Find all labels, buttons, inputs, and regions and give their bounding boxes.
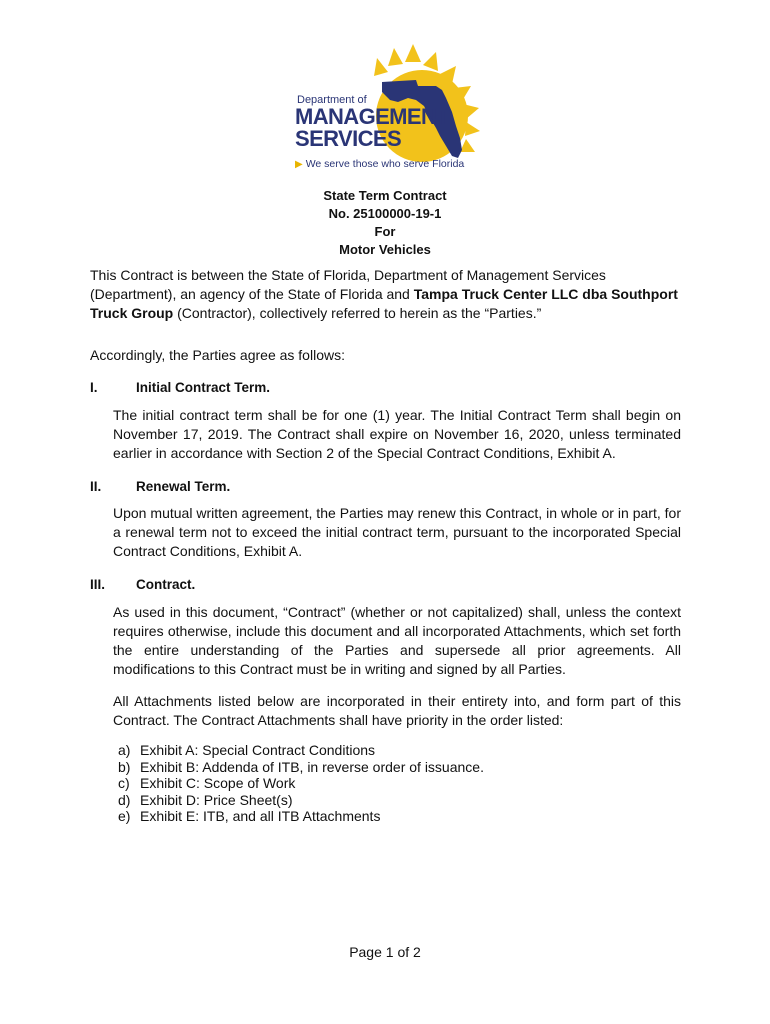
section-3-body: As used in this document, “Contract” (whether or not capitalized) shall, unless the context requires otherwise, include this document and all incorporated Attachments, which set forth the entire understanding of the Parties and supersede all prior agreements. All modifications to this Contract must be in writing and signed by all Parties. xyxy=(113,604,681,677)
list-item xyxy=(118,759,484,776)
section-2-number: II. xyxy=(90,479,102,494)
intro-after: (Contractor), collectively referred to herein as the “Parties.” xyxy=(173,305,542,321)
intro-paragraph xyxy=(90,266,685,323)
title-line-3: For xyxy=(374,224,396,239)
section-2-body: Upon mutual written agreement, the Parties may renew this Contract, in whole or in part, for a renewal term not to exceed the initial contract term, pursuant to the incorporated Special Contract Conditions, Exhibit A. xyxy=(113,505,681,559)
list-item-letter: e) xyxy=(118,808,131,824)
list-item xyxy=(118,775,484,792)
list-item xyxy=(118,742,484,759)
list-item-text: Exhibit D: Price Sheet(s) xyxy=(140,791,293,808)
list-item-letter: b) xyxy=(118,758,131,775)
document-title xyxy=(0,187,770,259)
logo-tagline xyxy=(295,158,464,170)
tagline-text: We serve those who serve Florida xyxy=(305,158,465,170)
logo-line-department: Department of xyxy=(297,94,367,106)
list-item-text: Exhibit A: Special Contract Conditions xyxy=(140,742,376,758)
play-arrow-icon: ▶ xyxy=(295,159,303,170)
section-3-number: III. xyxy=(90,577,106,592)
title-line-1: State Term Contract xyxy=(323,188,447,203)
logo-line-management: MANAGEMENT xyxy=(295,104,450,129)
contractor-name: Tampa Truck Center LLC dba Southport Truck Group xyxy=(90,286,678,321)
list-item-letter: a) xyxy=(118,742,131,758)
dms-logo xyxy=(290,42,500,176)
list-item-text: Exhibit C: Scope of Work xyxy=(140,775,296,791)
list-item-text: Exhibit B: Addenda of ITB, in reverse order of issuance. xyxy=(140,758,484,775)
list-item xyxy=(118,808,484,825)
attachments-list xyxy=(118,742,484,825)
title-line-2: No. 25100000-19-1 xyxy=(328,206,442,221)
list-item-letter: d) xyxy=(118,791,131,808)
section-3-heading: Contract. xyxy=(136,577,196,592)
section-1-heading: Initial Contract Term. xyxy=(136,380,271,395)
list-item-text: Exhibit E: ITB, and all ITB Attachments xyxy=(140,808,381,824)
section-1-body: The initial contract term shall be for one (1) year. The Initial Contract Term shall begin on November 17, 2019. The Contract shall expire on November 16, 2020, unless terminated earlier in accordance with Section 2 of the Special Contract Conditions, Exhibit A. xyxy=(113,407,681,461)
title-line-4: Motor Vehicles xyxy=(339,242,431,257)
section-1-number: I. xyxy=(90,380,98,395)
page-number: Page 1 of 2 xyxy=(349,944,421,960)
section-2-heading: Renewal Term. xyxy=(136,479,231,494)
section-3-body-2: All Attachments listed below are incorporated in their entirety into, and form part of this Contract. The Contract Attachments shall have priority in the order listed: xyxy=(113,693,681,728)
list-item-letter: c) xyxy=(118,775,130,791)
agree-paragraph: Accordingly, the Parties agree as follows: xyxy=(90,347,345,363)
logo-line-services: SERVICES xyxy=(295,126,402,151)
intro-before: This Contract is between the State of Florida, Department of Management Services (Department), an agency of the State of Florida and xyxy=(90,267,606,302)
list-item xyxy=(118,792,484,809)
